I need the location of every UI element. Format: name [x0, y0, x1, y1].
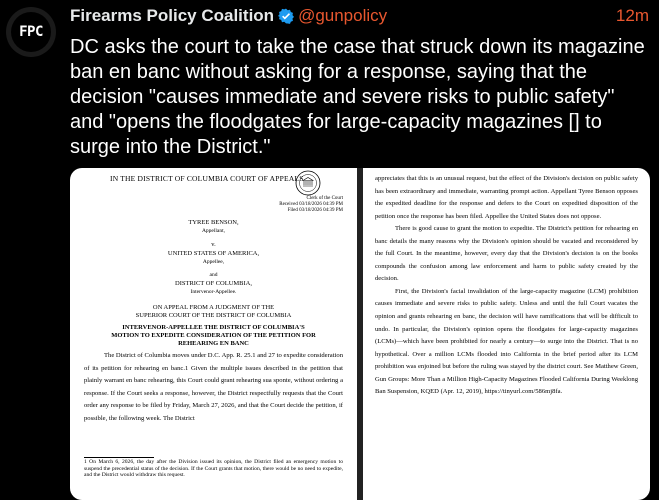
appellee-role: Appellee, [202, 259, 225, 265]
footnote: 1 On March 6, 2026, the day after the Division issued its opinion, the District filed an emergency motion to suspend the precedential status of the decision. If the Court grants that motion, there would be no need to expedite, and the District would withdraw this request. [84, 459, 343, 479]
clerk-label: Clerk of the Court [306, 196, 343, 201]
appeal-line-2: SUPERIOR COURT OF THE DISTRICT OF COLUMBIA [135, 312, 292, 319]
verified-badge-icon [278, 8, 294, 29]
motion-title-3: REHEARING EN BANC [178, 340, 249, 347]
account-handle[interactable]: @gunpolicy [298, 6, 388, 25]
page2-paragraph-1: appreciates that this is an unusual request, but the effect of the Division's decision on public safety has been extraordinary and immediate, warranting prompt action. Appellant Tyree Benson opposes the expedited deadline for the response and defers to the Court on expedited disposition of the petition once the response has been filed. Appellee the United States does not oppose. [375, 175, 638, 220]
intervenor-name: DISTRICT OF COLUMBIA, [175, 280, 252, 287]
motion-title-1: INTERVENOR-APPELLEE THE DISTRICT OF COLUMBIA'S [122, 324, 305, 331]
document-page-1 [70, 168, 357, 500]
motion-title-2: MOTION TO EXPEDITE CONSIDERATION OF THE PETITION FOR [111, 332, 316, 339]
avatar-logo: FPC [11, 12, 51, 52]
document-page-2 [363, 168, 650, 500]
motion-body: The District of Columbia moves under D.C. App. R. 25.1 and 27 to expedite consideration of its petition for rehearing en banc.1 Given the multiple issues described in the petition that plainly warrant en banc rehearing, this Court could grant rehearing sua sponte, without ordering a response. If the Court seeks a response, however, the District respectfully requests that the Court order any response to be filed by Friday, March 27, 2026, and that the Court decide the petition, if possible, the following week. The District [84, 352, 343, 422]
filed-stamp: Filed 03/18/2026 04:39 PM [287, 208, 343, 213]
appeal-line-1: ON APPEAL FROM A JUDGMENT OF THE [152, 304, 275, 311]
received-stamp: Received 03/18/2026 04:39 PM [279, 202, 343, 207]
account-name[interactable]: Firearms Policy Coalition [70, 6, 275, 25]
court-seal-icon [295, 170, 321, 196]
tweet-header [70, 6, 649, 32]
and-label: and [209, 272, 218, 278]
intervenor-role: Intervenor-Appellee. [190, 289, 237, 295]
court-heading: IN THE DISTRICT OF COLUMBIA COURT OF APPEALS [110, 174, 304, 183]
timestamp[interactable]: 12m [615, 6, 649, 25]
page2-paragraph-3: First, the Division's facial invalidation of the large-capacity magazine (LCM) prohibition causes immediate and severe risks to public safety. Unless and until the full Court vacates the opinion and grants rehearing en banc, the decision will have ramifications that will be difficult to undo. In particular, the Division's opinion opens the floodgates for large-capacity magazines (LCMs)—which have been prohibited for nearly a century—to surge into the District. That is no hypothetical. Over a million LCMs flooded into California in the brief period after its LCM prohibition was enjoined but before the ruling was stayed by the district court. See Matthew Green, Gun Groups: More Than a Million High-Capacity Magazines Flooded California During Weeklong Ban Suspension, KQED (Apr. 12, 2019), https://tinyurl.com/586mj8fa. [375, 287, 638, 396]
versus: v. [211, 241, 216, 248]
appellant-name: TYREE BENSON, [188, 219, 239, 226]
footnote-divider [84, 457, 154, 458]
appellee-name: UNITED STATES OF AMERICA, [167, 250, 260, 257]
avatar[interactable] [6, 7, 56, 57]
page2-paragraph-2: There is good cause to grant the motion to expedite. The District's petition for rehearing en banc details the many reasons why the Division's opinion should be vacated and reconsidered by the full Court. In the meantime, however, every day that the Division's decision is on the books compounds the confusion among law enforcement and harm to public safety created by the decision. [375, 225, 638, 283]
appellant-role: Appellant, [201, 228, 226, 234]
tweet-text: DC asks the court to take the case that struck down its magazine ban en banc without asking for a response, saying that the decision "causes immediate and severe risks to public safety" and "opens the floodgates for large-capacity magazines [] to surge into the District." [70, 36, 645, 158]
filing-stamp [263, 196, 343, 214]
tweet-media[interactable] [70, 168, 650, 500]
